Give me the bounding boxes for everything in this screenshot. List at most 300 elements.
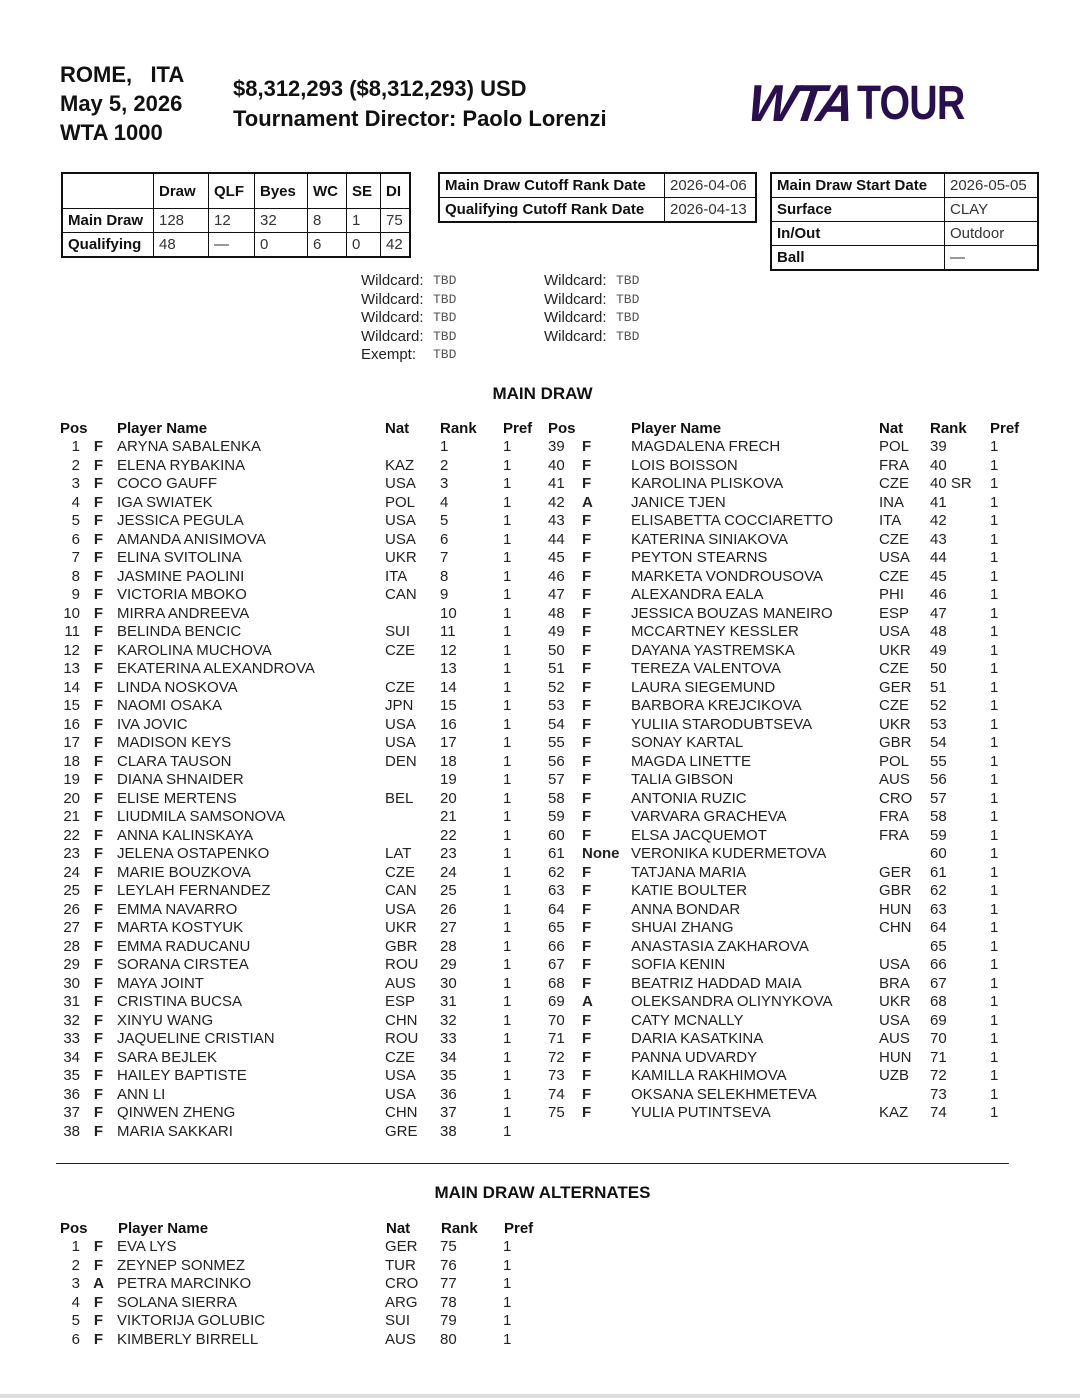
player-pos: 35: [63, 1067, 80, 1084]
player-row: [548, 975, 1030, 994]
wildcard-value: TBD: [433, 291, 457, 307]
header-name: Player Name: [631, 420, 722, 437]
cell: 0: [347, 233, 381, 258]
player-nat: USA: [385, 1067, 416, 1084]
cell: 6: [308, 233, 347, 258]
player-rank: 57: [930, 789, 947, 807]
entry-type: F: [582, 438, 592, 455]
entry-type: F: [582, 1104, 592, 1121]
player-name: COCO GAUFF: [117, 475, 217, 492]
wildcard-entry: [361, 346, 456, 365]
player-rank: 46: [930, 586, 947, 603]
player-pos: 45: [548, 549, 565, 566]
player-name: AMANDA ANISIMOVA: [117, 530, 266, 548]
player-name: PETRA MARCINKO: [117, 1275, 252, 1292]
wildcard-label: Exempt:: [361, 346, 417, 363]
player-pref: 1: [503, 678, 512, 696]
player-nat: BEL: [385, 789, 414, 807]
header-pref: Pref: [990, 420, 1020, 437]
player-rank: 76: [440, 1256, 457, 1274]
entry-type: F: [93, 752, 104, 770]
cell: 8: [308, 209, 347, 233]
player-pos: 37: [63, 1104, 80, 1121]
rows-alternates: [60, 1238, 544, 1349]
player-nat: FRA: [879, 808, 909, 825]
player-pos: 27: [63, 919, 80, 936]
wildcards-right: [544, 272, 639, 346]
player-pos: 10: [63, 604, 80, 622]
player-row: [548, 660, 1030, 679]
player-name: PEYTON STEARNS: [631, 549, 768, 566]
player-pref: 1: [503, 623, 512, 640]
player-nat: DEN: [385, 752, 417, 770]
wta-tour-logo: [743, 75, 988, 133]
entry-type: F: [582, 919, 592, 936]
player-name: JAQUELINE CRISTIAN: [117, 1030, 275, 1047]
player-pos: 68: [548, 974, 565, 992]
player-pref: 1: [990, 1104, 999, 1121]
player-row: [548, 1086, 1030, 1105]
player-pref: 1: [503, 549, 512, 566]
player-row: [60, 956, 543, 975]
player-pref: 1: [990, 586, 999, 603]
player-pref: 1: [990, 937, 999, 955]
player-pos: 32: [63, 1011, 80, 1029]
player-name: KAMILLA RAKHIMOVA: [631, 1067, 787, 1084]
entry-type: F: [582, 734, 592, 751]
wildcard-value: TBD: [616, 310, 640, 325]
player-name: ALEXANDRA EALA: [631, 586, 764, 603]
player-row: [548, 642, 1030, 661]
col-draw: Draw: [154, 173, 209, 209]
player-pos: 19: [63, 771, 80, 788]
player-rank: 10: [440, 604, 457, 622]
entry-type: F: [93, 900, 104, 918]
player-pos: 16: [63, 715, 80, 733]
player-rank: 75: [440, 1238, 457, 1255]
list-header: [60, 420, 543, 438]
player-pos: 1: [71, 438, 80, 455]
player-nat: USA: [385, 475, 416, 492]
player-pos: 7: [71, 549, 80, 566]
player-nat: CZE: [385, 641, 415, 659]
player-rank: 50: [930, 660, 947, 677]
player-pos: 3: [71, 1275, 80, 1292]
player-rank: 49: [930, 641, 947, 659]
player-row: [548, 531, 1030, 550]
tournament-director: Tournament Director: Paolo Lorenzi: [233, 106, 607, 131]
player-pos: 46: [548, 567, 565, 585]
player-row: [60, 1123, 543, 1142]
player-nat: CZE: [879, 697, 909, 714]
player-name: KAROLINA MUCHOVA: [117, 641, 272, 659]
player-pos: 14: [63, 678, 80, 696]
wildcard-label: Wildcard:: [361, 290, 424, 308]
player-row: [60, 679, 543, 698]
player-nat: [385, 808, 440, 827]
entry-type: F: [93, 882, 104, 899]
draw-table-header: [62, 173, 410, 209]
prize-money: $8,312,293 ($8,312,293) USD: [233, 76, 527, 101]
player-pos: 53: [548, 697, 565, 714]
player-name: TATJANA MARIA: [631, 863, 747, 881]
player-nat: CZE: [385, 1048, 415, 1066]
player-rank: 25: [440, 882, 457, 899]
header-name: Player Name: [117, 420, 208, 437]
entry-type: F: [582, 660, 592, 677]
entry-type: F: [582, 863, 592, 881]
player-row: [548, 1030, 1030, 1049]
player-nat: GBR: [879, 882, 912, 899]
player-nat: AUS: [385, 1330, 416, 1348]
col-se: SE: [347, 173, 381, 209]
wildcard-value: TBD: [433, 328, 457, 344]
header-nat: Nat: [879, 420, 904, 437]
player-pref: 1: [990, 567, 999, 585]
player-pos: 63: [548, 882, 565, 899]
wildcard-label: Wildcard:: [544, 327, 607, 345]
player-row: [548, 1067, 1030, 1086]
entry-type: F: [582, 567, 592, 585]
player-nat: [879, 938, 930, 957]
player-pref: 1: [503, 660, 512, 677]
player-name: MCCARTNEY KESSLER: [631, 623, 799, 640]
player-name: QINWEN ZHENG: [117, 1104, 236, 1121]
player-rank: 38: [440, 1122, 457, 1140]
player-nat: UKR: [385, 919, 417, 936]
player-rank: 41: [930, 493, 947, 511]
player-pref: 1: [503, 1293, 512, 1311]
entry-type: F: [93, 937, 104, 955]
player-row: [548, 1049, 1030, 1068]
player-nat: CZE: [385, 863, 415, 881]
header-rank: Rank: [440, 420, 477, 437]
player-rank: 23: [440, 845, 457, 862]
entry-type: F: [93, 1030, 104, 1047]
header-pref: Pref: [503, 420, 533, 437]
player-rank: 58: [930, 808, 947, 825]
player-row: [60, 697, 543, 716]
player-pref: 1: [990, 512, 999, 529]
player-pos: 47: [548, 586, 565, 603]
player-name: LAURA SIEGEMUND: [631, 678, 776, 696]
player-name: JASMINE PAOLINI: [117, 567, 245, 585]
player-nat: KAZ: [385, 456, 415, 474]
player-nat: GRE: [385, 1122, 418, 1140]
player-pos: 4: [71, 1293, 80, 1311]
cutoff-row-qualifying: [439, 198, 756, 223]
player-pref: 1: [503, 1238, 512, 1255]
player-rank: 21: [440, 808, 457, 825]
cell: 128: [154, 209, 209, 233]
player-pos: 61: [548, 845, 565, 862]
tournament-date: May 5, 2026: [60, 91, 183, 116]
player-name: ZEYNEP SONMEZ: [117, 1256, 246, 1274]
player-pref: 1: [990, 808, 999, 825]
player-pos: 5: [71, 1312, 80, 1329]
wildcard-label: Wildcard:: [361, 309, 424, 326]
wildcard-value: TBD: [433, 273, 457, 288]
player-rank: 13: [440, 660, 457, 677]
player-rank: 11: [440, 623, 456, 640]
player-row: [60, 938, 543, 957]
player-pos: 6: [71, 530, 80, 548]
player-rank: 70: [930, 1030, 947, 1047]
player-pref: 1: [990, 789, 999, 807]
player-row: [60, 975, 543, 994]
wildcard-entry: [361, 291, 456, 310]
entry-type: F: [93, 1011, 104, 1029]
player-pref: 1: [503, 808, 512, 825]
player-row: [60, 549, 543, 568]
player-nat: UKR: [385, 549, 417, 566]
player-row: [60, 882, 543, 901]
list-header: [548, 420, 1030, 438]
player-name: ANNA BONDAR: [631, 900, 741, 918]
player-name: SORANA CIRSTEA: [117, 956, 249, 973]
entry-type: F: [93, 697, 104, 714]
info-value: 2026-05-05: [945, 173, 1039, 198]
wildcard-entry: [544, 272, 639, 291]
player-nat: CAN: [385, 882, 417, 899]
player-name: BEATRIZ HADDAD MAIA: [631, 974, 802, 992]
player-name: KATERINA SINIAKOVA: [631, 530, 788, 548]
player-rank: 4: [440, 493, 449, 511]
player-nat: USA: [385, 512, 416, 529]
player-pref: 1: [990, 1030, 999, 1047]
player-row: [60, 1331, 544, 1350]
cutoff-value: 2026-04-13: [665, 198, 757, 223]
draw-table-row-main: [62, 209, 410, 233]
player-nat: CZE: [879, 660, 909, 677]
player-nat: UZB: [879, 1067, 909, 1084]
player-name: SHUAI ZHANG: [631, 919, 734, 936]
player-rank: 61: [930, 863, 947, 881]
player-row: [548, 882, 1030, 901]
wildcards-left: [361, 272, 456, 365]
entry-type: F: [93, 1067, 104, 1084]
player-pref: 1: [990, 456, 999, 474]
player-pref: 1: [503, 845, 512, 862]
player-row: [60, 808, 543, 827]
entry-type: F: [93, 789, 104, 807]
player-pref: 1: [990, 734, 999, 751]
player-nat: HUN: [879, 1048, 912, 1066]
wildcard-value: TBD: [433, 310, 457, 325]
player-rank: 67: [930, 974, 947, 992]
player-nat: POL: [879, 438, 910, 455]
player-row: [548, 716, 1030, 735]
wildcard-entry: [361, 328, 456, 347]
player-nat: CRO: [879, 789, 913, 807]
player-pos: 71: [548, 1030, 565, 1047]
player-nat: USA: [879, 956, 910, 973]
player-pos: 74: [548, 1085, 565, 1103]
player-name: TEREZA VALENTOVA: [631, 660, 782, 677]
main-draw-title: MAIN DRAW: [492, 384, 593, 403]
player-row: [60, 1257, 544, 1276]
player-row: [60, 1312, 544, 1331]
player-name: TALIA GIBSON: [631, 771, 734, 788]
entry-type: F: [582, 475, 592, 492]
player-pref: 1: [990, 475, 999, 492]
player-rank: 31: [440, 993, 457, 1010]
entry-type: F: [93, 1122, 104, 1140]
entry-type: F: [582, 623, 592, 640]
player-rank: 33: [440, 1030, 457, 1047]
main-draw-list-right: [548, 420, 1030, 1123]
player-pos: 57: [548, 771, 565, 788]
player-pos: 5: [71, 512, 80, 529]
player-name: MARIE BOUZKOVA: [117, 863, 251, 881]
player-pos: 58: [548, 789, 565, 807]
player-pos: 48: [548, 604, 565, 622]
player-rank: 63: [930, 900, 947, 918]
player-pos: 69: [548, 993, 565, 1010]
info-value: —: [945, 246, 1039, 271]
player-name: LOIS BOISSON: [631, 456, 738, 474]
player-nat: ITA: [879, 512, 902, 529]
player-name: LINDA NOSKOVA: [117, 678, 238, 696]
player-name: ELSA JACQUEMOT: [631, 826, 767, 844]
player-pref: 1: [503, 604, 512, 622]
player-row: [60, 901, 543, 920]
player-row: [548, 1104, 1030, 1123]
player-pref: 1: [503, 1256, 512, 1274]
player-nat: GER: [879, 678, 912, 696]
player-name: SONAY KARTAL: [631, 734, 744, 751]
entry-type: F: [582, 697, 592, 714]
cell: 75: [381, 209, 411, 233]
player-name: ELINA SVITOLINA: [117, 549, 242, 566]
player-pref: 1: [503, 1011, 512, 1029]
player-rank: 48: [930, 623, 947, 640]
player-rank: 54: [930, 734, 947, 751]
player-pos: 24: [63, 863, 80, 881]
player-nat: [385, 771, 440, 790]
cell: 0: [255, 233, 308, 258]
entry-type: F: [93, 974, 104, 992]
entry-type: F: [582, 1030, 592, 1047]
player-nat: CZE: [385, 678, 415, 696]
player-rank: 72: [930, 1067, 947, 1084]
player-rank: 9: [440, 586, 449, 603]
player-name: MAYA JOINT: [117, 974, 204, 992]
player-row: [60, 642, 543, 661]
player-pref: 1: [990, 993, 999, 1010]
entry-type: F: [93, 512, 104, 529]
player-pos: 72: [548, 1048, 565, 1066]
player-rank: 39: [930, 438, 947, 455]
player-pref: 1: [503, 512, 512, 529]
player-nat: AUS: [879, 771, 910, 788]
player-pos: 38: [63, 1122, 80, 1140]
entry-type: F: [582, 1011, 592, 1029]
player-nat: AUS: [879, 1030, 910, 1047]
player-pos: 44: [548, 530, 565, 548]
entry-type: F: [582, 1085, 592, 1103]
player-pref: 1: [503, 752, 512, 770]
player-rank: 45: [930, 567, 947, 585]
header-pos: Pos: [60, 1220, 88, 1237]
player-row: [548, 1012, 1030, 1031]
info-label: Surface: [771, 198, 945, 222]
player-rank: 64: [930, 919, 947, 936]
player-pos: 39: [548, 438, 565, 455]
player-pref: 1: [503, 919, 512, 936]
tournament-location-block: [60, 60, 184, 147]
player-rank: 15: [440, 697, 457, 714]
player-pos: 28: [63, 937, 80, 955]
player-nat: INA: [879, 493, 905, 511]
player-rank: 6: [440, 530, 449, 548]
player-rank: 52: [930, 697, 947, 714]
player-row: [60, 1067, 543, 1086]
header-nat: Nat: [385, 420, 410, 437]
player-nat: GBR: [385, 937, 418, 955]
cutoff-value: 2026-04-06: [665, 173, 757, 198]
player-row: [548, 475, 1030, 494]
entry-type: F: [93, 530, 104, 548]
player-name: JESSICA BOUZAS MANEIRO: [631, 604, 833, 622]
entry-type: F: [93, 1312, 104, 1329]
wildcard-label: Wildcard:: [361, 327, 424, 345]
player-rank: 62: [930, 882, 947, 899]
rows-right: [548, 438, 1030, 1123]
entry-type: F: [93, 678, 104, 696]
entry-type: F: [582, 808, 592, 825]
entry-type: F: [582, 549, 592, 566]
player-name: KAROLINA PLISKOVA: [631, 475, 784, 492]
player-name: EMMA NAVARRO: [117, 900, 238, 918]
entry-type: A: [582, 493, 593, 511]
player-pos: 34: [63, 1048, 80, 1066]
cell: 12: [209, 209, 255, 233]
player-pos: 59: [548, 808, 565, 825]
player-rank: 59: [930, 826, 947, 844]
player-pref: 1: [990, 438, 999, 455]
player-rank: 77: [440, 1275, 457, 1292]
player-rank: 1: [440, 438, 449, 455]
player-pref: 1: [990, 882, 999, 899]
entry-type: F: [582, 715, 592, 733]
player-row: [548, 808, 1030, 827]
player-row: [548, 734, 1030, 753]
player-nat: BRA: [879, 974, 910, 992]
player-row: [60, 494, 543, 513]
player-nat: USA: [385, 530, 416, 548]
player-row: [548, 568, 1030, 587]
player-row: [548, 790, 1030, 809]
player-nat: USA: [385, 715, 416, 733]
player-pref: 1: [503, 1085, 512, 1103]
player-name: OKSANA SELEKHMETEVA: [631, 1085, 817, 1103]
player-pos: 56: [548, 752, 565, 770]
entry-type: F: [93, 771, 104, 788]
entry-type: F: [582, 641, 592, 659]
player-row: [60, 457, 543, 476]
player-nat: CZE: [879, 530, 909, 548]
player-name: EVA LYS: [117, 1238, 177, 1255]
player-name: MAGDALENA FRECH: [631, 438, 781, 455]
player-name: ANNA KALINSKAYA: [117, 826, 254, 844]
cell: 48: [154, 233, 209, 258]
player-pref: 1: [503, 789, 512, 807]
player-pref: 1: [503, 475, 512, 492]
player-rank: 26: [440, 900, 457, 918]
player-nat: USA: [385, 1085, 416, 1103]
player-pos: 2: [71, 1256, 80, 1274]
